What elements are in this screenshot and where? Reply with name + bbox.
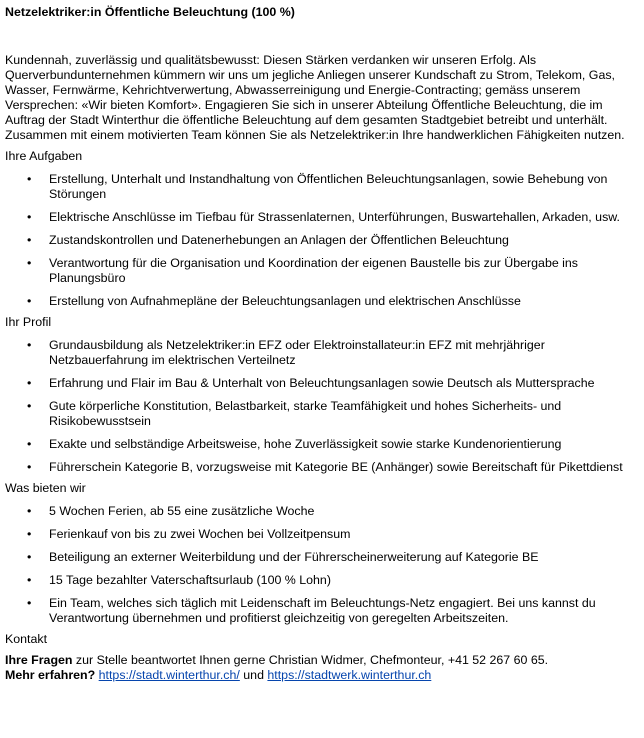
intro-paragraph: Kundennah, zuverlässig und qualitätsbewusst: Diesen Stärken verdanken wir unseren Erfolg. Als Querverbundunternehmen kümmern wir uns um jegliche Anliegen unserer Kundschaft zu Strom, Telekom, Gas, Wasser, Fernwärme, Kehrichtverwertung, Abwasserreinigung und Energie-Contracting; gemäss unserem Versprechen: «Wir bieten Komfort». Engagieren Sie sich in unserer Abteilung Öffentliche Beleuchtung, die im Auftrag der Stadt Winterthur die öffentliche Beleuchtung auf dem gesamten Stadtgebiet betreibt und unterhält. Zusammen mit einem motivierten Team können Sie als Netzelektriker:in Ihre handwerklichen Fähigkeiten nutzen. xyxy=(5,53,625,142)
list-item xyxy=(5,376,638,391)
list-item xyxy=(5,527,638,542)
list-item xyxy=(5,210,638,225)
bullet-icon: • xyxy=(27,504,32,518)
contact-questions xyxy=(5,653,638,668)
list-item xyxy=(5,596,638,626)
list-item-text: Elektrische Anschlüsse im Tiefbau für Strassenlaternen, Unterführungen, Buswartehallen, Arkaden, usw. xyxy=(49,210,620,224)
list-item xyxy=(5,399,638,429)
bullet-icon: • xyxy=(27,256,32,270)
list-item-text: Ferienkauf von bis zu zwei Wochen bei Vollzeitpensum xyxy=(49,527,351,541)
list-item-text: Erfahrung und Flair im Bau & Unterhalt von Beleuchtungsanlagen sowie Deutsch als Muttersprache xyxy=(49,376,595,390)
contact-heading: Kontakt xyxy=(5,632,48,646)
contact-more xyxy=(5,668,638,683)
list-item xyxy=(5,294,638,309)
bullet-icon: • xyxy=(27,210,32,224)
profile-list xyxy=(5,338,638,475)
list-item xyxy=(5,172,638,202)
bullet-icon: • xyxy=(27,527,32,541)
bullet-icon: • xyxy=(27,233,32,247)
list-item xyxy=(5,233,638,248)
tasks-list xyxy=(5,172,638,309)
list-item xyxy=(5,256,638,286)
list-item-text: Verantwortung für die Organisation und Koordination der eigenen Baustelle bis zur Übergabe ins Planungsbüro xyxy=(49,256,579,285)
bullet-icon: • xyxy=(27,573,32,587)
link-joiner: und xyxy=(239,668,268,682)
bullet-icon: • xyxy=(27,338,32,352)
list-item-text: Grundausbildung als Netzelektriker:in EFZ oder Elektroinstallateur:in EFZ mit mehrjähriger Netzbauerfahrung im elektrischen Verteilnetz xyxy=(49,338,545,367)
bullet-icon: • xyxy=(27,460,32,474)
stadt-winterthur-link[interactable]: https://stadt.winterthur.ch/ xyxy=(98,668,240,682)
bullet-icon: • xyxy=(27,172,32,186)
list-item xyxy=(5,460,638,475)
tasks-heading: Ihre Aufgaben xyxy=(5,149,83,163)
bullet-icon: • xyxy=(27,596,32,610)
list-item-text: Erstellung von Aufnahmepläne der Beleuchtungsanlagen und elektrischen Anschlüsse xyxy=(49,294,521,308)
offer-list xyxy=(5,504,638,626)
list-item xyxy=(5,573,638,588)
list-item-text: Führerschein Kategorie B, vorzugsweise mit Kategorie BE (Anhänger) sowie Bereitschaft für Pikettdienst xyxy=(49,460,623,474)
job-title: Netzelektriker:in Öffentliche Beleuchtung (100 %) xyxy=(5,5,295,19)
list-item-text: Ein Team, welches sich täglich mit Leidenschaft im Beleuchtungs-Netz engagiert. Bei uns kannst du Verantwortung übernehmen und profitierst gleichzeitig von geregelten Arbeitszeiten. xyxy=(49,596,596,625)
bullet-icon: • xyxy=(27,550,32,564)
list-item-text: Gute körperliche Konstitution, Belastbarkeit, starke Teamfähigkeit und hohes Sicherheits- und Risikobewusstsein xyxy=(49,399,562,428)
list-item xyxy=(5,504,638,519)
bullet-icon: • xyxy=(27,294,32,308)
list-item xyxy=(5,338,638,368)
more-label: Mehr erfahren? xyxy=(5,668,96,682)
list-item xyxy=(5,437,638,452)
bullet-icon: • xyxy=(27,399,32,413)
list-item xyxy=(5,550,638,565)
bullet-icon: • xyxy=(27,437,32,451)
list-item-text: Beteiligung an externer Weiterbildung und der Führerscheinerweiterung auf Kategorie BE xyxy=(49,550,539,564)
list-item-text: 15 Tage bezahlter Vaterschaftsurlaub (100 % Lohn) xyxy=(49,573,331,587)
list-item-text: Zustandskontrollen und Datenerhebungen an Anlagen der Öffentlichen Beleuchtung xyxy=(49,233,509,247)
list-item-text: Exakte und selbständige Arbeitsweise, hohe Zuverlässigkeit sowie starke Kundenorientierung xyxy=(49,437,562,451)
list-item-text: Erstellung, Unterhalt und Instandhaltung von Öffentlichen Beleuchtungsanlagen, sowie Behebung von Störungen xyxy=(49,172,608,201)
stadtwerk-winterthur-link[interactable]: https://stadtwerk.winterthur.ch xyxy=(267,668,432,682)
bullet-icon: • xyxy=(27,376,32,390)
questions-label: Ihre Fragen xyxy=(5,653,73,667)
offer-heading: Was bieten wir xyxy=(5,481,86,495)
questions-text: zur Stelle beantwortet Ihnen gerne Christian Widmer, Chefmonteur, +41 52 267 60 65. xyxy=(72,653,549,667)
profile-heading: Ihr Profil xyxy=(5,315,52,329)
list-item-text: 5 Wochen Ferien, ab 55 eine zusätzliche Woche xyxy=(49,504,315,518)
